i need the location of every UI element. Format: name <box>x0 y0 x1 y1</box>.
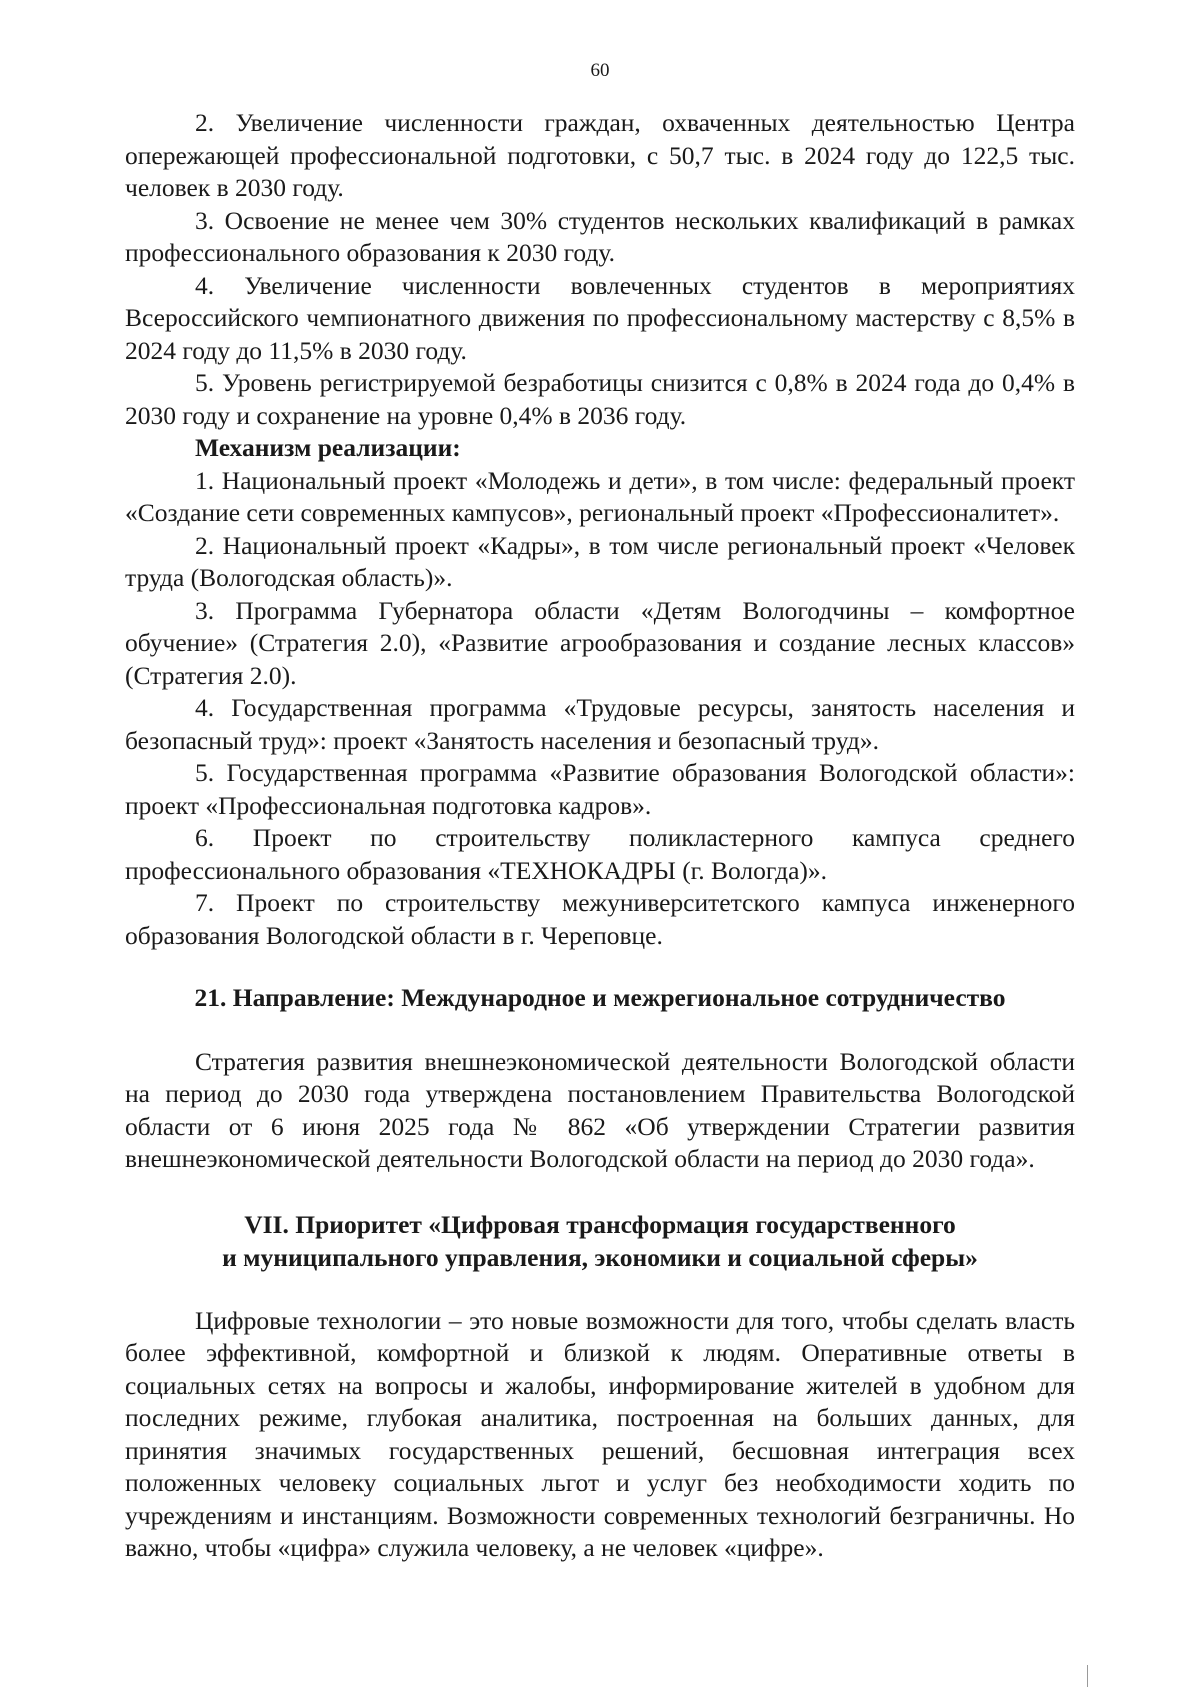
result-item-2: 2. Увеличение численности граждан, охваченных деятельностью Центра опережающей профессиональной подготовки, с 50,7 тыс. в 2024 году до 122,5 тыс. человек в 2030 году. <box>125 108 1075 202</box>
mechanism-item-3: 3. Программа Губернатора области «Детям Вологодчины – комфортное обучение» (Стратегия 2.0), «Развитие агрообразования и создание лесных классов» (Стратегия 2.0). <box>125 595 1075 690</box>
priority-7-title-line-1: VII. Приоритет «Цифровая трансформация государственного <box>244 1209 956 1239</box>
result-item-5: 5. Уровень регистрируемой безработицы снизится с 0,8% в 2024 года до 0,4% в 2030 году и сохранение на уровне 0,4% в 2036 году. <box>125 368 1075 430</box>
mechanism-heading: Механизм реализации: <box>195 433 461 462</box>
mechanism-item-2: 2. Национальный проект «Кадры», в том числе региональный проект «Человек труда (Вологодская область)». <box>125 530 1075 592</box>
result-item-4: 4. Увеличение численности вовлеченных студентов в мероприятиях Всероссийского чемпионатного движения по профессиональному мастерству с 8,5% в 2024 году до 11,5% в 2030 году. <box>125 270 1075 365</box>
section-21-paragraph: Стратегия развития внешнеэкономической деятельности Вологодской области на период до 2030 года утверждена постановлением Правительства Вологодской области от 6 июня 2025 года № 862 «Об утверждении Стратегии развития внешнеэкономической деятельности Вологодской области на период до 2030 года». <box>125 1046 1075 1173</box>
priority-7-title <box>125 1208 1075 1274</box>
mechanism-item-7: 7. Проект по строительству межуниверситетского кампуса инженерного образования Вологодской области в г. Череповце. <box>125 888 1075 950</box>
result-item-3: 3. Освоение не менее чем 30% студентов нескольких квалификаций в рамках профессионального образования к 2030 году. <box>125 205 1075 267</box>
mechanism-item-6: 6. Проект по строительству поликластерного кампуса среднего профессионального образования «ТЕХНОКАДРЫ (г. Вологда)». <box>125 823 1075 885</box>
page-number: 60 <box>590 60 610 81</box>
page-content <box>125 107 1075 1565</box>
mechanism-item-5: 5. Государственная программа «Развитие образования Вологодской области»: проект «Профессиональная подготовка кадров». <box>125 758 1075 820</box>
priority-7-title-line-2: и муниципального управления, экономики и социальной сферы» <box>222 1242 978 1272</box>
mechanism-item-4: 4. Государственная программа «Трудовые ресурсы, занятость населения и безопасный труд»: проект «Занятость населения и безопасный труд». <box>125 693 1075 755</box>
mechanism-item-1: 1. Национальный проект «Молодежь и дети», в том числе: федеральный проект «Создание сети современных кампусов», региональный проект «Профессионалитет». <box>125 465 1075 527</box>
scan-edge-mark <box>1087 1665 1088 1687</box>
priority-7-paragraph: Цифровые технологии – это новые возможности для того, чтобы сделать власть более эффективной, комфортной и близкой к людям. Оперативные ответы в социальных сетях на вопросы и жалобы, информирование жителей в удобном для последних режиме, глубокая аналитика, построенная на больших данных, для принятия значимых государственных решений, бесшовная интеграция всех положенных человеку социальных льгот и услуг без необходимости ходить по учреждениям и инстанциям. Возможности современных технологий безграничны. Но важно, чтобы «цифра» служила человеку, а не человек «цифре». <box>125 1305 1075 1562</box>
section-21-title: 21. Направление: Международное и межрегиональное сотрудничество <box>194 983 1006 1012</box>
